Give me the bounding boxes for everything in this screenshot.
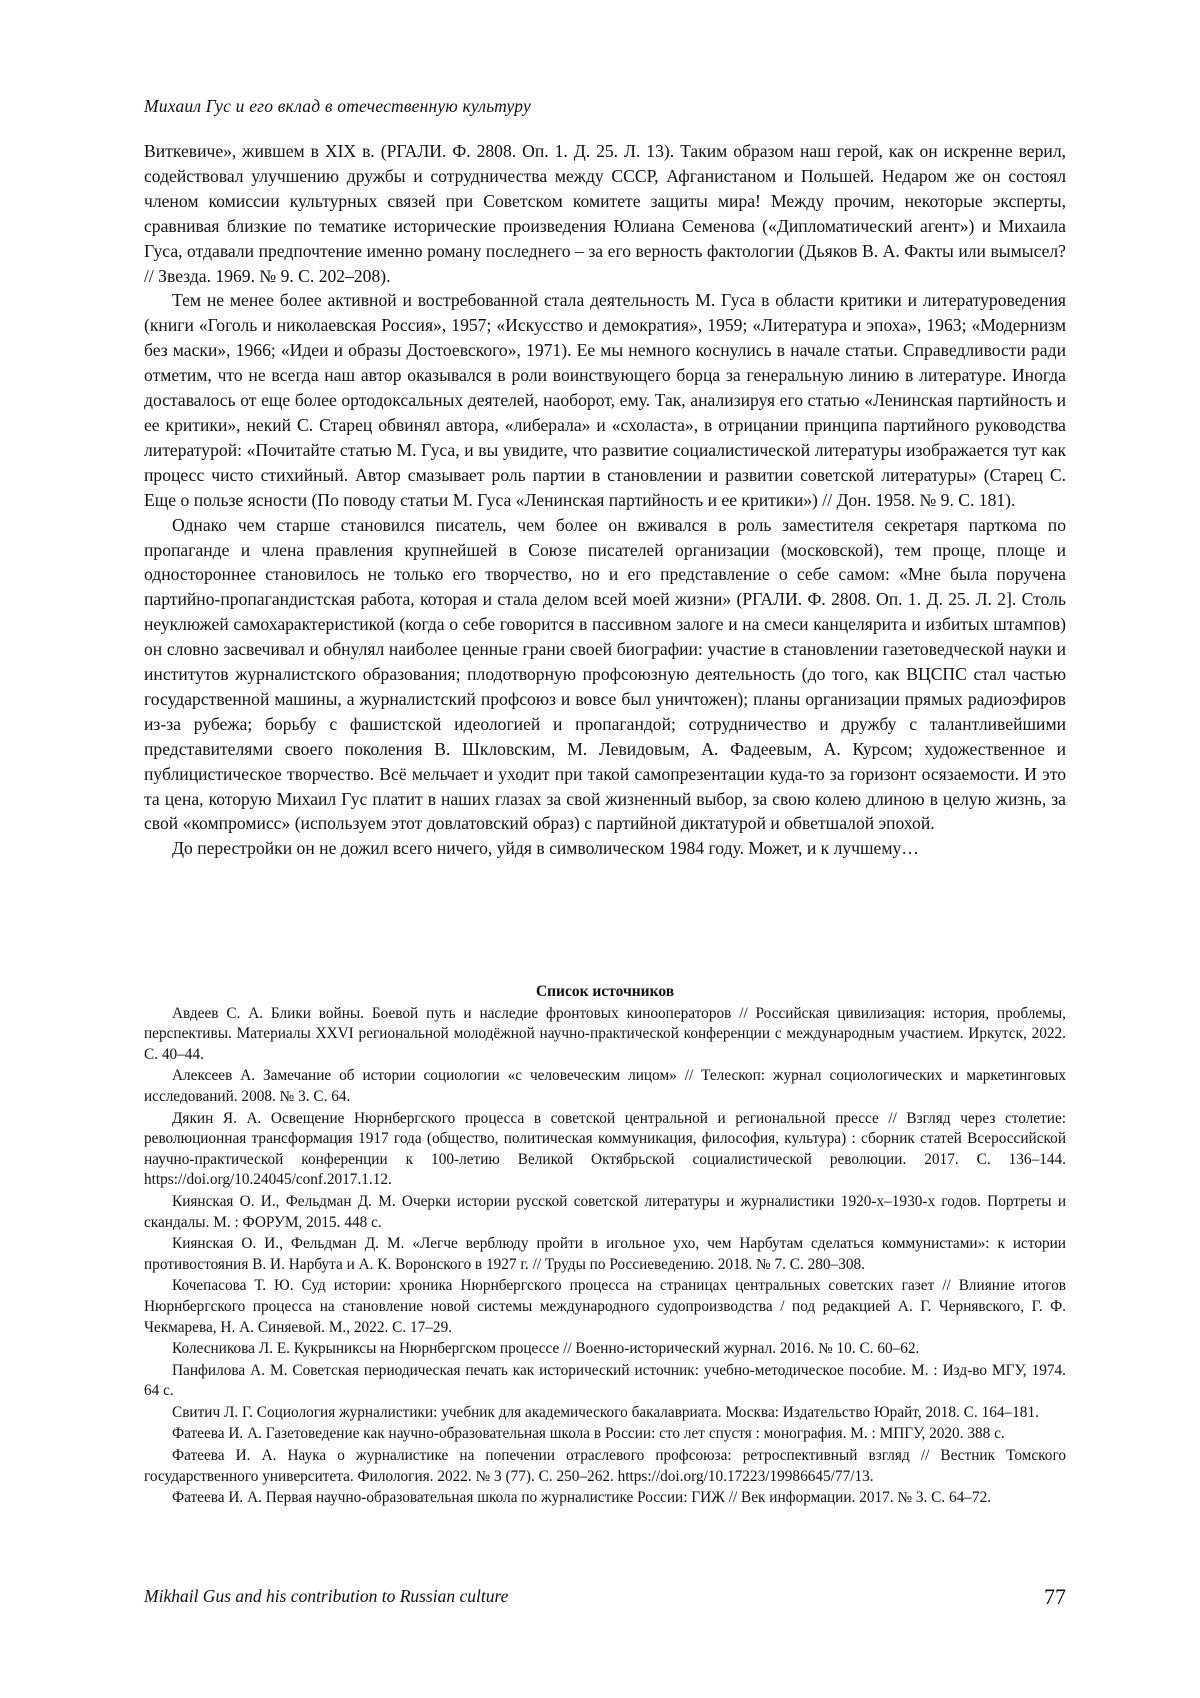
reference-item: Киянская О. И., Фельдман Д. М. «Легче верблюду пройти в игольное ухо, чем Нарбутам сделаться коммунистами»: к истории противостояния В. И. Нарбута и А. К. Воронского в 1927 г. // Труды по Россиеведению. 2018. № 7. С. 280–308.: [144, 1235, 1066, 1273]
reference-item: Фатеева И. А. Газетоведение как научно-образовательная школа в России: сто лет спустя : монография. М. : МПГУ, 2020. 388 с.: [172, 1425, 1005, 1443]
footer-english-title: Mikhail Gus and his contribution to Russian culture: [144, 1586, 509, 1606]
reference-item: Авдеев С. А. Блики войны. Боевой путь и наследие фронтовых кинооператоров // Российская цивилизация: история, проблемы, перспективы. Материалы XXVI региональной молодёжной научно-практической конференции с международным участием. Иркутск, 2022. С. 40–44.: [144, 1004, 1066, 1063]
reference-item: Колесникова Л. Е. Кукрыниксы на Нюрнбергском процессе // Военно-исторический журнал. 2016. № 10. С. 60–62.: [172, 1340, 920, 1358]
page-number: 77: [1044, 1584, 1066, 1609]
reference-item: Киянская О. И., Фельдман Д. М. Очерки истории русской советской литературы и журналистики 1920-х–1930-х годов. Портреты и скандалы. М. : ФОРУМ, 2015. 448 с.: [144, 1192, 1066, 1231]
reference-item: Дякин Я. А. Освещение Нюрнбергского процесса в советской центральной и региональной прессе // Взгляд через столетие: революционная трансформация 1917 года (общество, политическая коммуникация, философия, культура) : сборник статей Всероссийской научно-практической конференции к 100-летию Великой Октябрьской социалистической революции. 2017. С. 136–144. https://doi.org/10.24045/conf.2017.1.12.: [144, 1109, 1066, 1189]
running-header-title: Михаил Гус и его вклад в отечественную культуру: [144, 96, 531, 116]
reference-item: Фатеева И. А. Первая научно-образовательная школа по журналистике России: ГИЖ // Век информации. 2017. № 3. С. 64–72.: [172, 1489, 992, 1507]
body-paragraph: До перестройки он не дожил всего ничего, уйдя в символическом 1984 году. Может, и к лучшему…: [172, 838, 919, 859]
references-heading: Список источников: [535, 983, 675, 1000]
references-section: [144, 982, 1066, 1510]
reference-item: Кочепасова Т. Ю. Суд истории: хроника Нюрнбергского процесса на страницах центральных советских газет // Влияние итогов Нюрнбергского процесса на становление новой системы международного судопроизводства / под редакцией А. Г. Чернявского, Г. Ф. Чекмарева, Н. А. Синяевой. М., 2022. С. 17–29.: [144, 1277, 1066, 1336]
body-paragraph: Тем не менее более активной и востребованной стала деятельность М. Гуса в области критики и литературоведения (книги «Гоголь и николаевская Россия», 1957; «Искусство и демократия», 1959; «Литература и эпоха», 1963; «Модернизм без маски», 1966; «Идеи и образы Достоевского», 1971). Ее мы немного коснулись в начале статьи. Справедливости ради отметим, что не всегда наш автор оказывался в роли воинствующего борца за генеральную линию в литературе. Иногда доставалось от еще более ортодоксальных деятелей, наоборот, ему. Так, анализируя его статью «Ленинская партийность и ее критики», некий С. Старец обвинял автора, «либерала» и «схоласта», в отрицании принципа партийного руководства литературой: «Почитайте статью М. Гуса, и вы увидите, что развитие социалистической литературы изображается тут как процесс чисто стихийный. Автор смазывает роль партии в становлении и развитии советской литературы» (Старец С. Еще о пользе ясности (По поводу статьи М. Гуса «Ленинская партийность и ее критики») // Дон. 1958. № 9. С. 181).: [144, 290, 1066, 510]
reference-item: Панфилова А. М. Советская периодическая печать как исторический источник: учебно-методическое пособие. М. : Изд-во МГУ, 1974. 64 с.: [144, 1361, 1066, 1400]
reference-item: Фатеева И. А. Наука о журналистике на попечении отраслевого профсоюза: ретроспективный взгляд // Вестник Томского государственного университета. Филология. 2022. № 3 (77). С. 250–262. https://doi.org/10.17223/19986645/77/13.: [144, 1447, 1066, 1485]
body-paragraph: Однако чем старше становился писатель, чем более он вживался в роль заместителя секретаря парткома по пропаганде и члена правления крупнейшей в Союзе писателей организации (московской), тем проще, площе и одностороннее становилось не только его творчество, но и его представление о себе самом: «Мне была поручена партийно-пропагандистская работа, которая и стала делом всей моей жизни» (РГАЛИ. Ф. 2808. Оп. 1. Д. 25. Л. 2]. Столь неуклюжей самохарактеристикой (когда о себе говорится в пассивном залоге и на смеси канцелярита и избитых штампов) он словно засвечивал и обнулял наиболее ценные грани своей биографии: участие в становлении газетоведческой науки и институтов журналистского образования; плодотворную профсоюзную деятельность (до того, как ВЦСПС стал частью государственной машины, а журналистский профсоюз и вовсе был уничтожен); планы организации прямых радиоэфиров из-за рубежа; борьбу с фашистской идеологией и пропагандой; сотрудничество и дружбу с талантливейшими представителями своего поколения В. Шкловским, М. Левидовым, А. Фадеевым, А. Курсом; художественное и публицистическое творчество. Всё мельчает и уходит при такой самопрезентации куда-то за горизонт осязаемости. И это та цена, которую Михаил Гус платит в наших глазах за свой жизненный выбор, за свою колею длиною в целую жизнь, за свой «компромисс» (используем этот довлатовский образ) с партийной диктатурой и обветшалой эпохой.: [144, 514, 1066, 834]
article-body: [144, 139, 1066, 861]
reference-item: Алексеев А. Замечание об истории социологии «с человеческим лицом» // Телескоп: журнал социологических и маркетинговых исследований. 2008. № 3. С. 64.: [144, 1067, 1066, 1105]
reference-item: Свитич Л. Г. Социология журналистики: учебник для академического бакалавриата. Москва: Издательство Юрайт, 2018. С. 164–181.: [172, 1403, 1039, 1421]
body-paragraph: Виткевиче», жившем в XIX в. (РГАЛИ. Ф. 2808. Оп. 1. Д. 25. Л. 13). Таким образом наш герой, как он искренне верил, содействовал улучшению дружбы и сотрудничества между СССР, Афганистаном и Польшей. Недаром же он состоял членом комиссии культурных связей при Советском комитете защиты мира! Между прочим, некоторые эксперты, сравнивая близкие по тематике исторические произведения Юлиана Семенова («Дипломатический агент») и Михаила Гуса, отдавали предпочтение именно роману последнего – за его верность фактологии (Дьяков В. А. Факты или вымысел? // Звезда. 1969. № 9. С. 202–208).: [144, 141, 1066, 286]
